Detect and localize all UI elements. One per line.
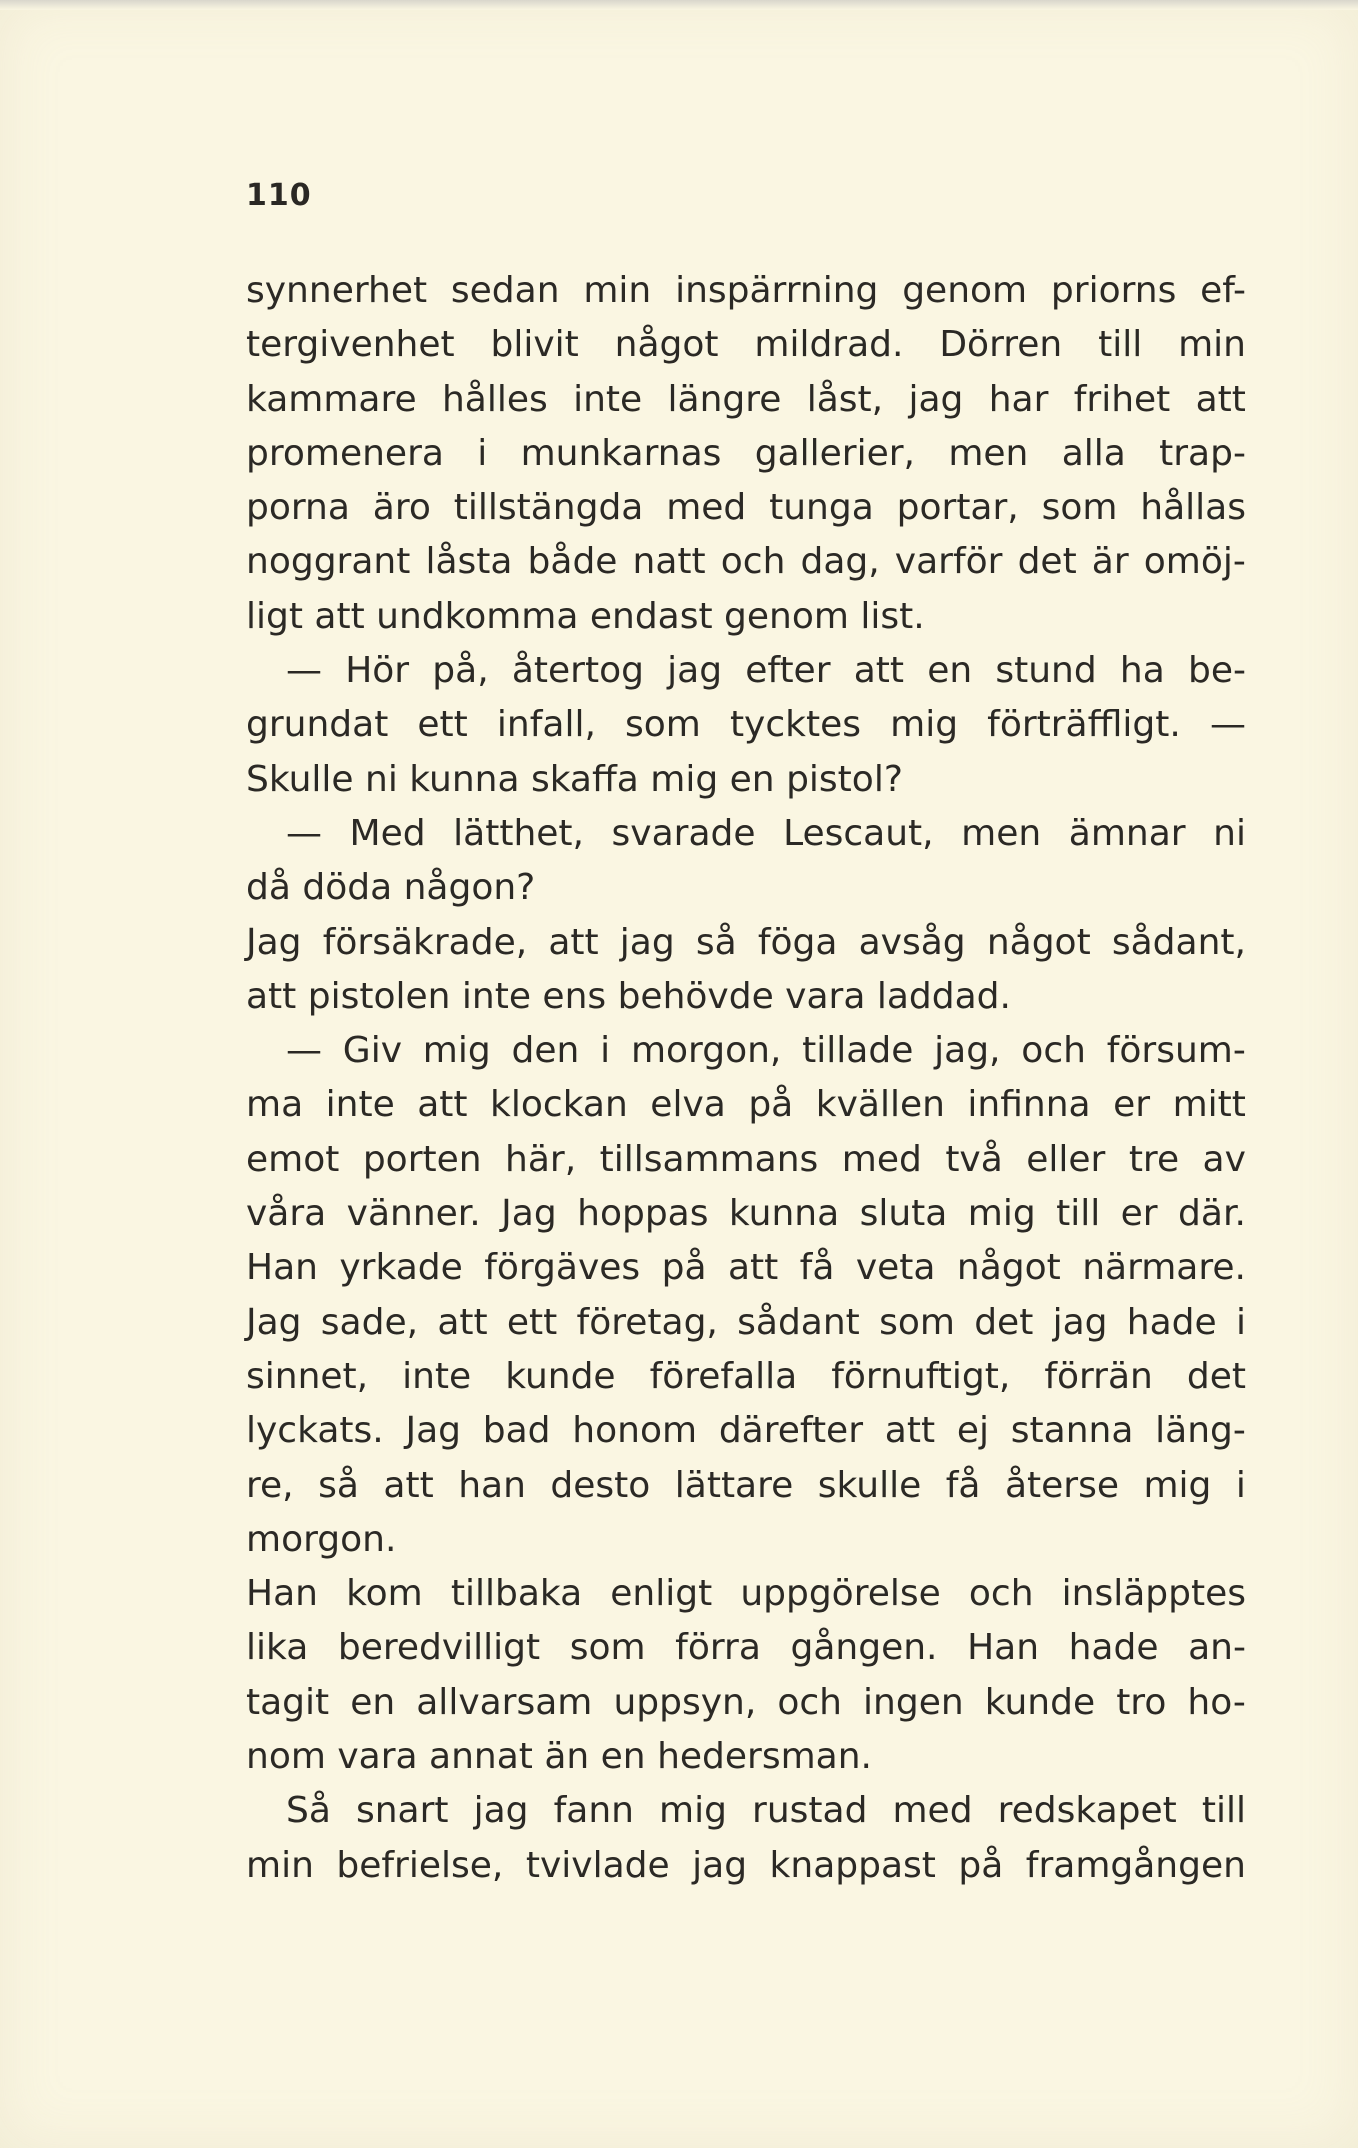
word: enligt <box>610 1573 713 1615</box>
word: i <box>600 1030 611 1072</box>
word: som <box>569 1627 646 1669</box>
word: stanna <box>1010 1410 1134 1452</box>
word: — <box>286 650 322 692</box>
word: sade, <box>320 1301 419 1343</box>
word: närmare. <box>1082 1247 1246 1289</box>
word: hade <box>1126 1301 1217 1343</box>
word: uppgörelse <box>740 1573 941 1615</box>
word: knappast <box>769 1844 936 1886</box>
word: ni <box>1213 812 1246 854</box>
word: honom <box>572 1410 698 1452</box>
word: jag, <box>934 1030 1001 1072</box>
word: er <box>1113 1084 1151 1126</box>
word: sådant <box>737 1301 860 1343</box>
word: att <box>1195 378 1246 420</box>
word: tergivenhet <box>246 324 455 366</box>
word: därefter <box>718 1410 864 1452</box>
word: fann <box>553 1790 634 1832</box>
word: inte <box>402 1355 472 1397</box>
word: be- <box>1187 650 1246 692</box>
text-line <box>246 753 1246 807</box>
word: förefalla <box>649 1355 798 1397</box>
word: mig <box>422 1030 491 1072</box>
word: att <box>853 650 904 692</box>
word: trap- <box>1159 432 1246 474</box>
word: ef- <box>1200 270 1246 311</box>
word: två <box>945 1138 1003 1180</box>
word: gallerier, <box>754 432 915 474</box>
word: tillade <box>802 1030 914 1072</box>
word: allvarsam <box>416 1681 593 1723</box>
word: inte <box>573 378 643 420</box>
word: återse <box>1004 1464 1119 1506</box>
word: svarade <box>611 812 756 854</box>
word: tvivlade <box>525 1844 670 1886</box>
word: hade <box>1068 1627 1159 1669</box>
word: med <box>666 487 747 529</box>
text-line <box>246 318 1246 372</box>
word: våra <box>246 1193 327 1235</box>
word: i <box>1235 1301 1246 1343</box>
word: jag <box>473 1790 529 1832</box>
text-line <box>246 861 1246 915</box>
word: porna <box>246 487 350 529</box>
word: tillstängda <box>453 487 644 529</box>
word: något <box>614 324 719 366</box>
word: med <box>892 1790 973 1832</box>
text-line <box>246 264 1246 318</box>
word: att <box>437 1301 488 1343</box>
word: en <box>927 650 973 692</box>
word: att <box>884 1410 936 1452</box>
text-line <box>246 1133 1246 1187</box>
word: tycktes <box>729 704 862 746</box>
word: ha <box>1119 650 1165 692</box>
word: det <box>974 1301 1034 1343</box>
word: som <box>1041 487 1118 529</box>
word: framgången <box>1025 1844 1246 1886</box>
word: att <box>383 1464 434 1506</box>
word: få <box>799 1247 835 1289</box>
word: ett <box>506 1301 558 1343</box>
text-line <box>246 1404 1246 1458</box>
word: i <box>1235 1464 1246 1506</box>
word: portar, <box>896 487 1019 529</box>
word: jag <box>908 378 964 420</box>
word: på <box>661 1247 707 1289</box>
text-line <box>246 1296 1246 1350</box>
word: så <box>695 921 737 963</box>
word: snart <box>355 1790 449 1832</box>
word: Lescaut, <box>783 812 934 854</box>
word: ho- <box>1187 1681 1246 1723</box>
word: men <box>948 432 1029 474</box>
word: något <box>986 921 1091 963</box>
word: rustad <box>752 1790 868 1832</box>
word: alla <box>1061 432 1126 474</box>
word: med <box>841 1138 922 1180</box>
word: infinna <box>967 1084 1091 1126</box>
text-line <box>246 427 1246 481</box>
word: och <box>777 1681 842 1723</box>
text-line <box>246 590 1246 644</box>
text-line <box>246 1839 1246 1893</box>
word: kom <box>346 1573 423 1615</box>
word: — <box>286 1030 322 1072</box>
text-line <box>246 1024 1246 1078</box>
word: som <box>624 704 701 746</box>
word: kammare <box>246 378 417 420</box>
text-line-content: morgon. <box>246 1518 397 1560</box>
page-top-edge <box>0 0 1358 10</box>
word: att <box>417 1084 468 1126</box>
text-line <box>246 1676 1246 1730</box>
word: tunga <box>769 487 874 529</box>
word: få <box>945 1464 981 1506</box>
word: av <box>1202 1138 1246 1180</box>
word: gången. <box>790 1627 938 1669</box>
word: Han <box>246 1247 318 1289</box>
text-line <box>246 1078 1246 1132</box>
word: förrän <box>1044 1355 1153 1397</box>
word: längre <box>667 378 782 420</box>
word: vänner. <box>346 1193 481 1235</box>
word: och <box>968 1573 1034 1615</box>
word: blivit <box>490 324 579 366</box>
word: uppsyn, <box>613 1681 757 1723</box>
word: på <box>748 1084 794 1126</box>
word: ämnar <box>1068 812 1186 854</box>
word: efter <box>745 650 831 692</box>
word: mig <box>890 704 959 746</box>
word: återtog <box>511 650 644 692</box>
text-line <box>246 970 1246 1024</box>
word: stund <box>995 650 1097 692</box>
word: — <box>286 812 322 854</box>
text-line <box>246 535 1246 589</box>
word: dag, <box>800 541 880 583</box>
word: lika <box>246 1627 309 1669</box>
word: Med <box>349 812 426 854</box>
word: sluta <box>859 1193 948 1235</box>
word: sådant, <box>1111 921 1246 963</box>
word: mig <box>659 1790 727 1832</box>
word: har <box>988 378 1049 420</box>
text-line <box>246 1513 1246 1567</box>
word: ma <box>246 1084 304 1126</box>
word: grundat <box>246 704 389 746</box>
word: låst, <box>806 378 884 420</box>
word: min <box>246 1844 314 1886</box>
word: frihet <box>1073 378 1171 420</box>
word: föga <box>757 921 838 963</box>
word: elva <box>650 1084 726 1126</box>
word: ej <box>956 1410 989 1452</box>
word: försäkrade, <box>322 921 528 963</box>
word: tre <box>1128 1138 1180 1180</box>
word: Han <box>246 1573 318 1615</box>
word: min <box>583 270 652 311</box>
word: infall, <box>496 704 596 746</box>
word: här, <box>505 1138 577 1180</box>
word: det <box>1186 1355 1246 1397</box>
word: hoppas <box>577 1193 709 1235</box>
word: redskapet <box>997 1790 1177 1832</box>
text-line <box>246 698 1246 752</box>
text-line-content: ligt att undkomma endast genom list. <box>246 595 925 637</box>
word: kunde <box>505 1355 616 1397</box>
word: där. <box>1178 1193 1246 1235</box>
word: tillsammans <box>599 1138 819 1180</box>
word: eller <box>1026 1138 1106 1180</box>
text-line <box>246 1621 1246 1675</box>
word: jag <box>692 1844 748 1886</box>
word: genom <box>902 270 1028 311</box>
word: tagit <box>246 1681 330 1723</box>
word: kunde <box>984 1681 1096 1723</box>
word: som <box>879 1301 955 1343</box>
word: så <box>318 1464 359 1506</box>
word: avsåg <box>858 921 966 963</box>
word: Han <box>967 1627 1040 1669</box>
word: och <box>720 541 786 583</box>
body-text <box>246 264 1246 1893</box>
word: en <box>350 1681 396 1723</box>
word: ingen <box>863 1681 964 1723</box>
text-line-content: att pistolen inte ens behövde vara laddad. <box>246 975 1011 1017</box>
word: veta <box>855 1247 936 1289</box>
word: promenera <box>246 432 444 474</box>
word: försum- <box>1106 1030 1246 1072</box>
word: förnuftigt, <box>831 1355 1011 1397</box>
word: företag, <box>576 1301 718 1343</box>
word: på, <box>432 650 489 692</box>
word: porten <box>362 1138 482 1180</box>
word: beredvilligt <box>337 1627 541 1669</box>
text-line <box>246 481 1246 535</box>
word: mig <box>1143 1464 1212 1506</box>
text-line <box>246 1350 1246 1404</box>
word: bad <box>482 1410 551 1452</box>
word: natt <box>632 541 706 583</box>
word: skulle <box>817 1464 922 1506</box>
word: att <box>727 1247 779 1289</box>
word: Jag <box>246 1301 302 1343</box>
word: förgäves <box>484 1247 641 1289</box>
word: Jag <box>246 921 302 963</box>
word: och <box>1021 1030 1086 1072</box>
word: omöj- <box>1143 541 1246 583</box>
word: desto <box>550 1464 651 1506</box>
word: jag <box>1052 1301 1108 1343</box>
text-line <box>246 1567 1246 1621</box>
word: hållas <box>1140 487 1246 529</box>
word: förra <box>675 1627 761 1669</box>
word: inte <box>325 1084 395 1126</box>
text-line <box>246 1187 1246 1241</box>
word: lyckats. <box>246 1410 384 1452</box>
word: insläpptes <box>1061 1573 1246 1615</box>
word: er <box>1120 1193 1158 1235</box>
word: jag <box>667 650 723 692</box>
word: lätthet, <box>453 812 584 854</box>
word: läng- <box>1155 1410 1246 1452</box>
word: Hör <box>345 650 410 692</box>
word: inspärrning <box>675 270 879 311</box>
word: befrielse, <box>336 1844 504 1886</box>
word: munkarnas <box>520 432 722 474</box>
word: det <box>1017 541 1077 583</box>
text-line <box>246 1459 1246 1513</box>
word: han <box>458 1464 526 1506</box>
word: Så <box>286 1790 331 1832</box>
word: an- <box>1188 1627 1246 1669</box>
word: priorns <box>1050 270 1177 311</box>
word: yrkade <box>339 1247 463 1289</box>
text-line-content: då döda någon? <box>246 867 536 909</box>
word: något <box>956 1247 1061 1289</box>
word: på <box>958 1844 1004 1886</box>
word: men <box>961 812 1042 854</box>
word: lättare <box>674 1464 794 1506</box>
word: tillbaka <box>450 1573 583 1615</box>
word: till <box>1056 1193 1101 1235</box>
text-line <box>246 1241 1246 1295</box>
word: jag <box>619 921 675 963</box>
word: är <box>1091 541 1129 583</box>
word: kunna <box>728 1193 840 1235</box>
text-line <box>246 373 1246 427</box>
text-line-content: Skulle ni kunna skaffa mig en pistol? <box>246 758 903 800</box>
word: emot <box>246 1138 340 1180</box>
word: re, <box>246 1464 294 1506</box>
word: mig <box>967 1193 1036 1235</box>
text-line <box>246 644 1246 698</box>
word: ett <box>417 704 468 746</box>
word: till <box>1201 1790 1246 1832</box>
word: i <box>477 432 488 474</box>
word: hålles <box>441 378 548 420</box>
word: att <box>548 921 599 963</box>
word: äro <box>372 487 431 529</box>
word: Dörren <box>939 324 1063 366</box>
word: mitt <box>1172 1084 1246 1126</box>
word: — <box>1209 704 1246 746</box>
word: varför <box>894 541 1003 583</box>
word: noggrant <box>246 541 411 583</box>
word: både <box>527 541 618 583</box>
word: Jag <box>405 1410 461 1452</box>
text-line-content: nom vara annat än en hedersman. <box>246 1736 872 1778</box>
word: klockan <box>490 1084 628 1126</box>
word: låsta <box>425 541 513 583</box>
word: förträffligt. <box>987 704 1181 746</box>
word: kvällen <box>815 1084 945 1126</box>
word: min <box>1178 324 1246 366</box>
word: den <box>511 1030 580 1072</box>
word: Jag <box>501 1193 557 1235</box>
page-number: 110 <box>246 178 312 213</box>
word: mildrad. <box>754 324 904 366</box>
word: sinnet, <box>246 1355 369 1397</box>
text-line <box>246 807 1246 861</box>
word: synnerhet <box>246 270 428 311</box>
text-line <box>246 1784 1246 1838</box>
word: till <box>1098 324 1143 366</box>
word: morgon, <box>630 1030 782 1072</box>
text-line <box>246 916 1246 970</box>
text-line <box>246 1730 1246 1784</box>
word: tro <box>1116 1681 1167 1723</box>
word: Giv <box>342 1030 402 1072</box>
word: sedan <box>450 270 560 311</box>
